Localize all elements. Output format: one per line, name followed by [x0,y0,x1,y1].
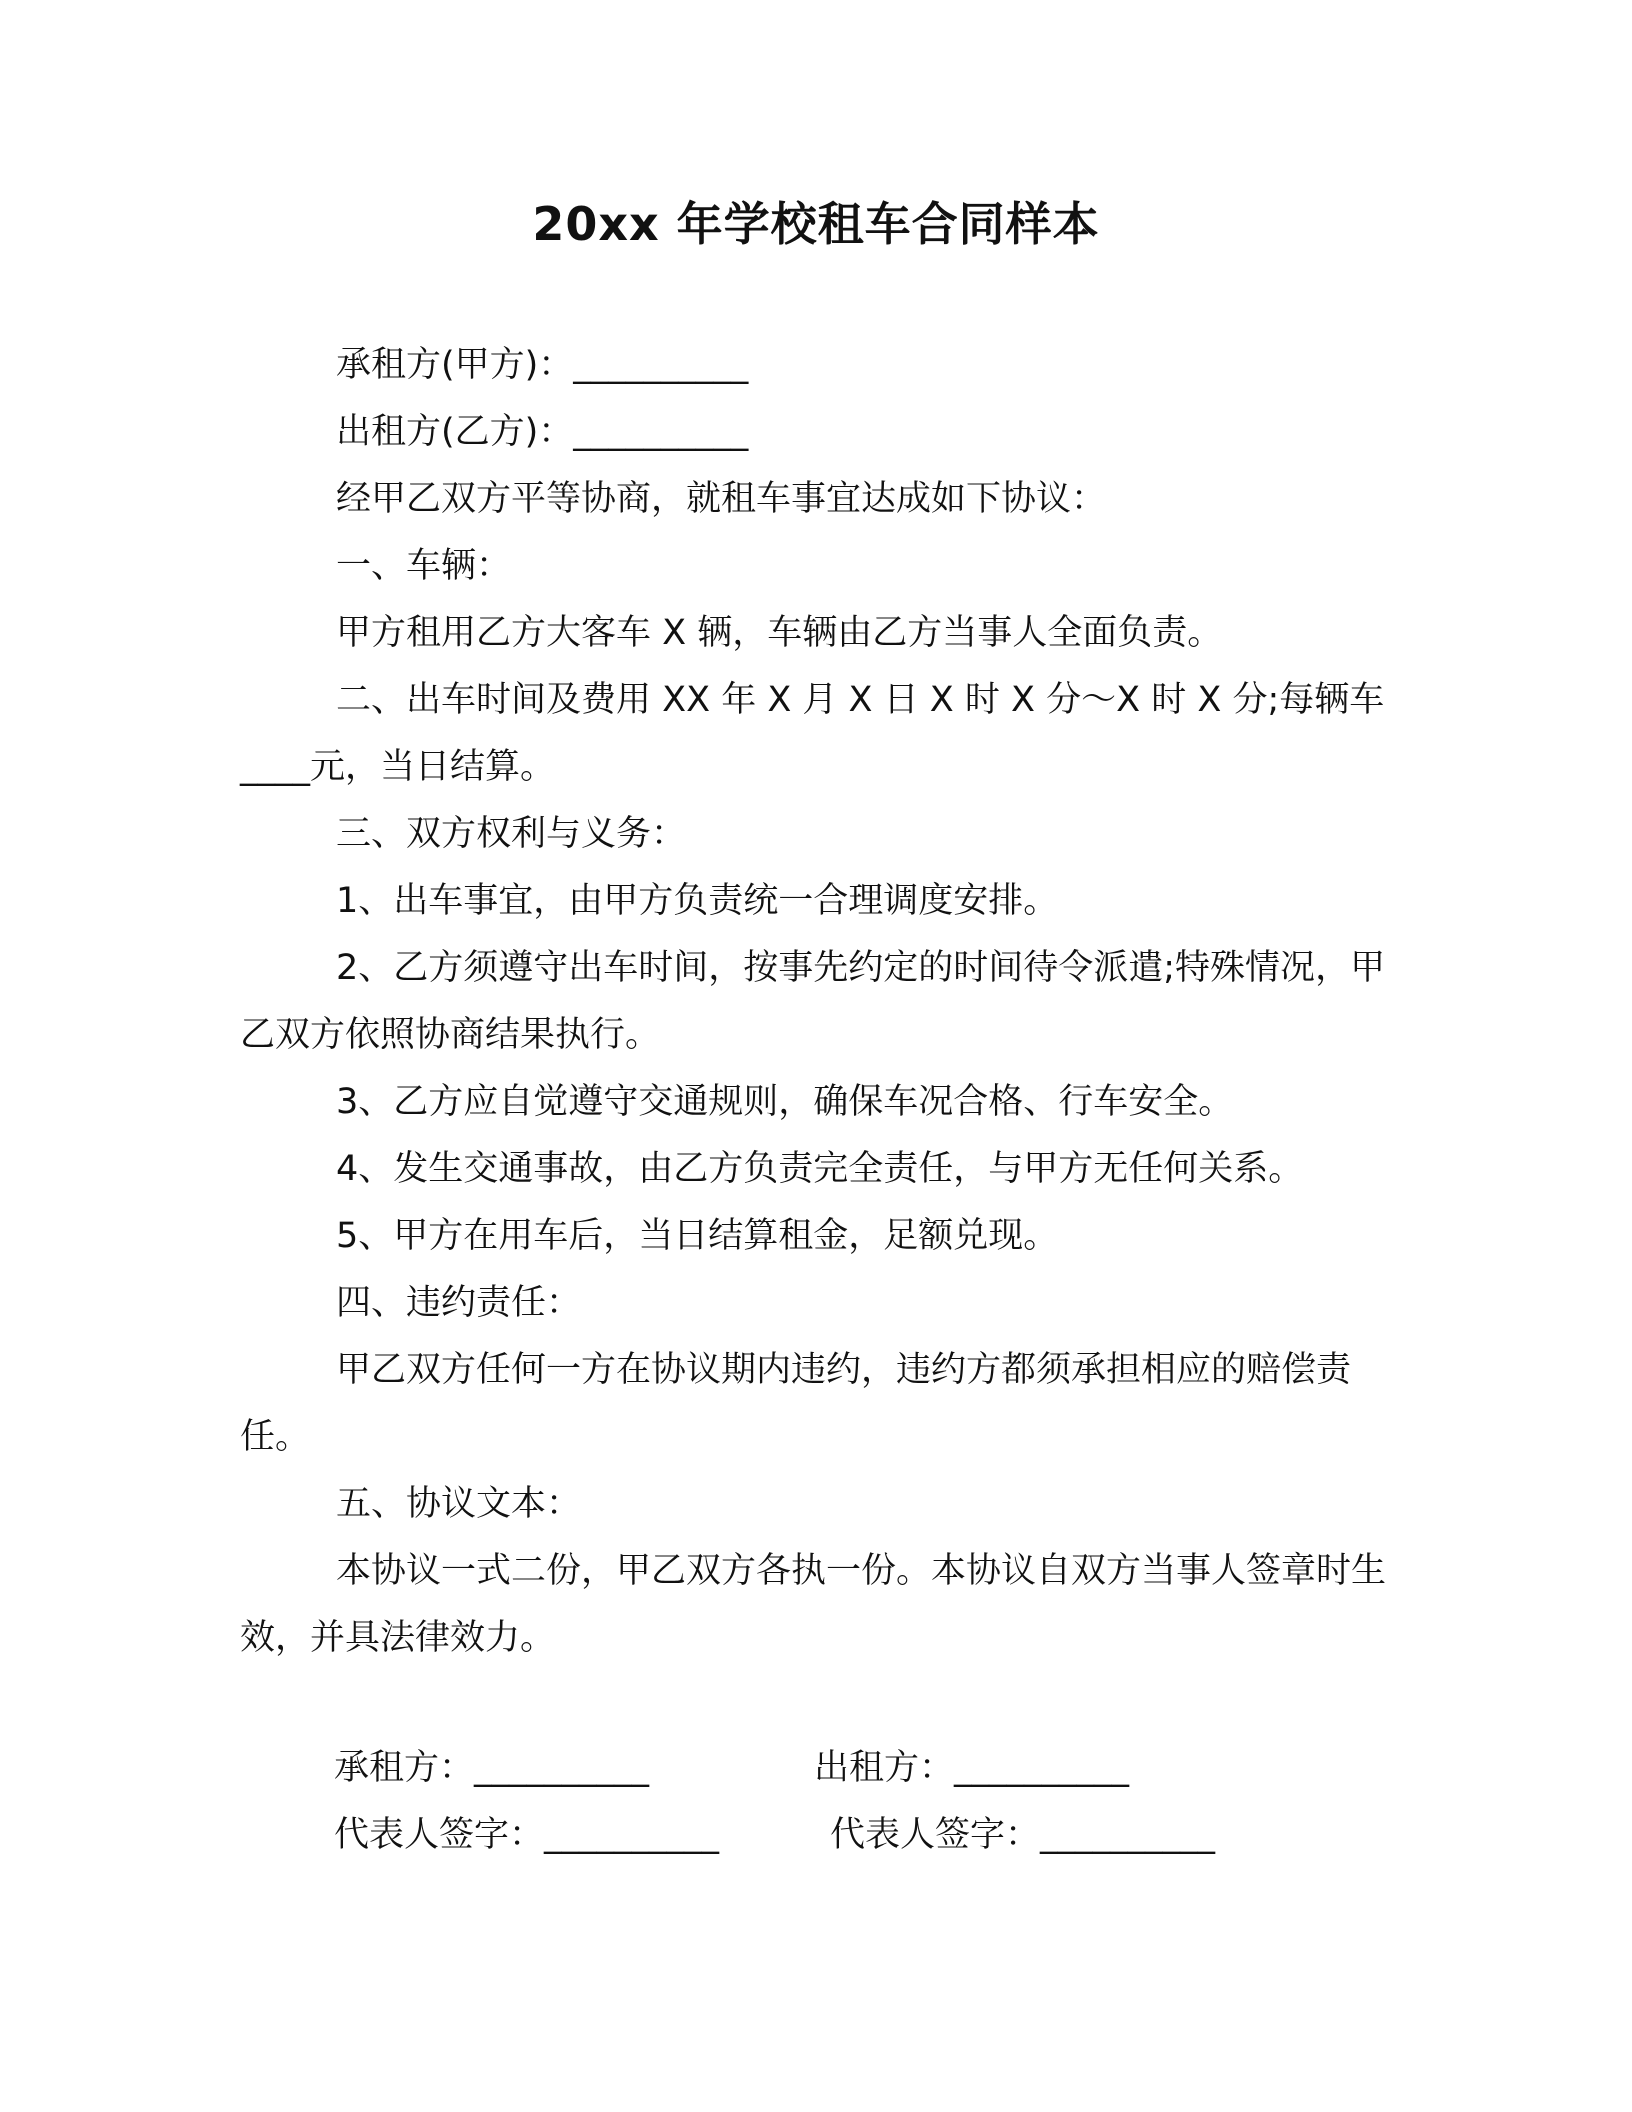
agreement-intro: 经甲乙双方平等协商，就租车事宜达成如下协议： [336,479,1107,519]
section-heading-text: 五、协议文本： [336,1484,582,1524]
rights-item-3: 3、乙方应自觉遵守交通规则，确保车况合格、行车安全。 [336,1082,1234,1122]
rights-item-5: 5、甲方在用车后，当日结算租金，足额兑现。 [336,1216,1059,1256]
rights-item-4: 4、发生交通事故，由乙方负责完全责任，与甲方无任何关系。 [336,1149,1304,1189]
lessor-party-line: 出租方(乙方)：__________ [336,412,749,452]
lessor-representative-signature-line: 代表人签字：__________ [830,1815,1216,1855]
section-heading-breach: 四、违约责任： [336,1283,582,1323]
rights-item-2: 2、乙方须遵守出车时间，按事先约定的时间待令派遣;特殊情况，甲乙双方依照协商结果执行。 [240,948,1386,1055]
rights-item-1: 1、出车事宜，由甲方负责统一合理调度安排。 [336,881,1059,921]
text-paragraph: 本协议一式二份，甲乙双方各执一份。本协议自双方当事人签章时生效，并具法律效力。 [240,1551,1387,1658]
lessee-representative-signature-line: 代表人签字：__________ [334,1815,720,1855]
lessee-party-line: 承租方(甲方)：__________ [336,345,749,385]
lessor-signature-line: 出租方：__________ [814,1748,1130,1788]
document-body [240,332,1400,1672]
section-heading-rights: 三、双方权利与义务： [336,814,687,854]
document-title: 20xx 年学校租车合同样本 [532,197,1100,251]
time-and-fee-paragraph: 二、出车时间及费用 XX 年 X 月 X 日 X 时 X 分～X 时 X 分;每辆车____元，当日结算。 [240,680,1385,787]
vehicles-paragraph: 甲方租用乙方大客车 X 辆，车辆由乙方当事人全面负责。 [336,613,1223,653]
section-heading-vehicles: 一、车辆： [336,546,512,586]
lessee-signature-line: 承租方：__________ [334,1748,650,1788]
breach-paragraph: 甲乙双方任何一方在协议期内违约，违约方都须承担相应的赔偿责任。 [240,1350,1352,1457]
